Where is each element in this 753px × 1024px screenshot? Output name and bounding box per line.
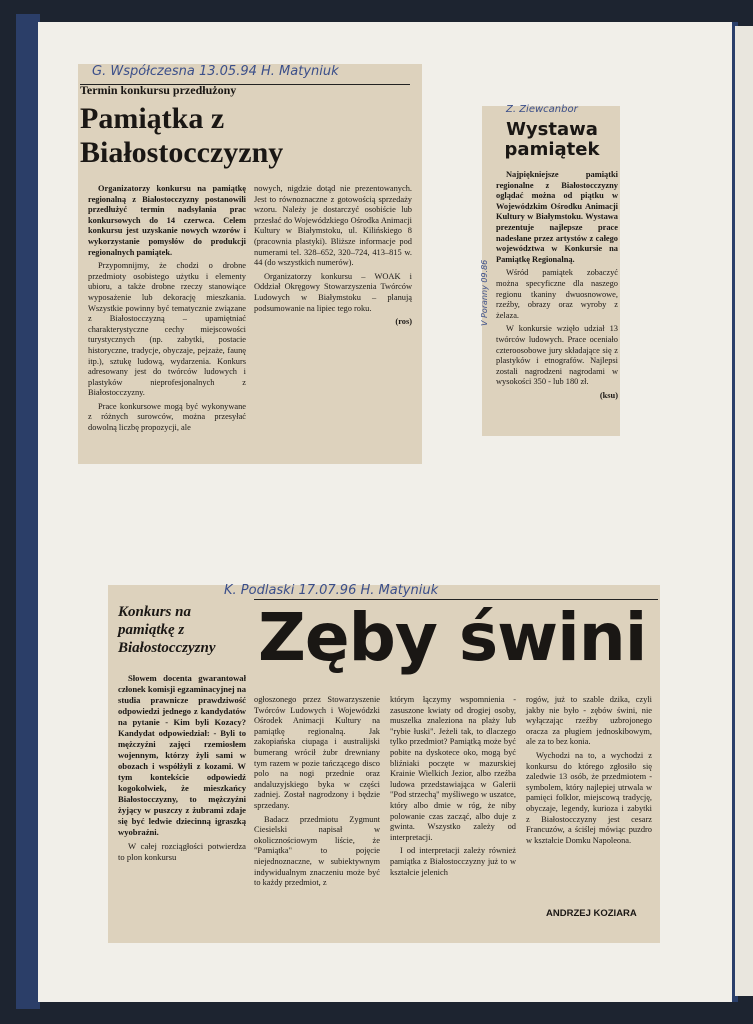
handwritten-source-note: G. Współczesna 13.05.94 H. Matyniuk: [92, 64, 339, 79]
next-page-edge: [735, 26, 753, 996]
handwritten-source-note: Z. Ziewcanbor: [506, 104, 578, 115]
article-column-1: [88, 184, 246, 437]
article-column-2: [254, 695, 380, 892]
article-column: [496, 170, 618, 404]
article-column-2: [254, 184, 412, 331]
paragraph: którym łączymy wspomnienia - zasuszone kwiaty od drogiej osoby, muszelka znaleziona na plaży lub "rybie łuski". Jeżeli tak, to dlaczego tylko przedmiot? Pamiątką może być pobite na dyskotece oko, mogą być bliźniaki poczęte w mazurskiej Krainie Wielkich Jezior, albo rzeźba ludowa przedstawiająca w Galerii "Pod strzechą" myśliwego w uszatce, który albo dmie w róg, że niby polowanie czas zacząć, albo duje z gwinta. Wszystko zależy od interpretacji.: [390, 695, 516, 842]
paragraph: I od interpretacji zależy również pamiątka z Białostocczyzny już to w kształcie jelenich: [390, 846, 516, 877]
clipping-zeby-swini: [108, 585, 660, 943]
paragraph: rogów, już to szable dzika, czyli jakby nie było - zębów świni, nie wyłączając rzeźby uzbrojonego oracza za pługiem jednoskibowym, ale za to bez konia.: [526, 695, 652, 747]
article-column-3: [390, 695, 516, 881]
paragraph: W konkursie wzięło udział 13 twórców ludowych. Prace oceniało czteroosobowe jury składające się z plastyków i etnografów. Najlepsi zostali nagrodzeni nagrodami w wysokości 350 - lub 180 zł.: [496, 324, 618, 387]
article-headline: Zęby świni: [258, 599, 647, 676]
clipping-wystawa: [482, 106, 620, 436]
album-spine: [16, 14, 40, 1009]
signature: (ksu): [599, 390, 618, 400]
article-author: ANDRZEJ KOZIARA: [546, 908, 637, 919]
paragraph: Wśród pamiątek zobaczyć można specyficzne dla naszego regionu tkaniny dwuosnowowe, rzeźby, obrazy oraz wyroby z żelaza.: [496, 268, 618, 320]
paragraph: Wychodzi na to, a wychodzi z konkursu do którego zgłosiło się zaledwie 13 osób, że przedmiotem - symbolem, który najlepiej utrwala w pamięci folklor, miejscową tradycję, obyczaje, legendy, kurioza i zabytki z Białostocczyzny jest cesarz Francuzów, a ściślej mówiąc puzdro w kształcie Domku Napoleona.: [526, 750, 652, 845]
article-headline: [488, 120, 616, 160]
paragraph: Organizatorzy konkursu – WOAK i Oddział Okręgowy Stowarzyszenia Twórców Ludowych w Białymstoku – planują podsumowanie na lipiec tego roku.: [254, 271, 412, 313]
paragraph: Badacz przedmiotu Zygmunt Ciesielski napisał w okolicznościowym liście, że "Pamiątka" to pojęcie niejednoznaczne, w subiektywnym indywidualnym znaczeniu może być to każdy przedmiot, z: [254, 814, 380, 888]
article-column-1: [118, 673, 246, 866]
lead-paragraph: Najpiękniejsze pamiątki regionalne z Białostocczyzny oglądać można od piątku w Wojewódzkim Ośrodku Animacji Kultury w Białymstoku. Wystawa prezentuje najlepsze prace nadesłane przez artystów z całego województwa w Konkursie na Pamiątkę Regionalną.: [496, 170, 618, 264]
handwritten-source-note: K. Podlaski 17.07.96 H. Matyniuk: [224, 583, 439, 598]
lead-paragraph: Słowem docenta gwarantował członek komisji egzaminacyjnej na studia prawnicze prawdziwość odpowiedzi jednego z kandydatów na pytanie - Kim byli Kozacy? Kandydat odpowiedział: - Byli to mężczyźni zajęci rzemiosłem wojennym, którzy żyli sami w obozach i współżyli z kozami. W tym kontekście odpowiedź kogokolwiek, że mieszkańcy Białostocczyzny, to mężczyźni żyjący w puszczy z żubrami zdaje się być ledwie dziecinną igraszką wyobraźni.: [118, 673, 246, 837]
headline-line-2: pamiątek: [504, 139, 600, 160]
article-kicker: Konkurs na pamiątkę z Białostocczyzny: [118, 604, 216, 656]
paragraph: Przypomnijmy, że chodzi o drobne przedmioty osobistego użytku i elementy ubioru, a także drobne rzeczy stanowiące wyposażenie lub dekorację mieszkania. Wszystkie powinny być tematycznie związane z Białostocczyzną – upamiętniać charakterystyczne cechy miejscowości turystycznych (np. zabytki, postacie historyczne, tradycje, obyczaje, pejzaże, faunę itp.), sztukę ludową, wydarzenia. Konkurs adresowany jest do twórców ludowych i plastyków nieprofesjonalnych z Białostocczyzny.: [88, 261, 246, 398]
article-column-4: [526, 695, 652, 849]
paragraph: Prace konkursowe mogą być wykonywane z różnych surowców, można przesyłać dowolną liczbę propozycji, ale: [88, 401, 246, 433]
headline-line-1: Wystawa: [506, 119, 598, 140]
signature: (ros): [395, 317, 412, 327]
article-headline: Pamiątka z Białostocczyzny: [80, 102, 284, 169]
article-kicker: Termin konkursu przedłużony: [80, 83, 237, 97]
paragraph: ogłoszonego przez Stowarzyszenie Twórców Ludowych i Wojewódzki Ośrodek Animacji Kultury na pamiątkę regionalną. Jak zakopiańska ciupaga i australijski bumerang wrócił żubr drewniany tym razem w pozie tańczącego disco polo na nogi przednie oraz andaluzyjskiego byka w części zadniej. Został nagrodzony i będzie sprzedany.: [254, 695, 380, 810]
paragraph: W całej rozciągłości potwierdza to plon konkursu: [118, 841, 246, 862]
lead-paragraph: Organizatorzy konkursu na pamiątkę regionalną z Białostocczyzny postanowili przedłużyć termin nadsyłania prac konkursowych do 14 czerwca. Celem konkursu jest uzyskanie nowych wzorów i wykorzystanie pomysłów do produkcji regionalnych pamiątek.: [88, 184, 246, 257]
clipping-pamiatka: [78, 64, 422, 464]
paragraph: nowych, nigdzie dotąd nie prezentowanych. Jest to równoznaczne z gotowością sprzedaży wzoru. Należy je dostarczyć osobiście lub przesłać do Wojewódzkiego Ośrodka Animacji Kultury w Białymstoku, ul. Kilińskiego 8 (pracownia plastyki). Bliższe informacje pod numerami tel. 328–652, 320–724, 413–815 w. 44 (do wszystkich numerów).: [254, 184, 412, 268]
handwritten-side-note: V Poranny 09.86: [480, 259, 489, 326]
